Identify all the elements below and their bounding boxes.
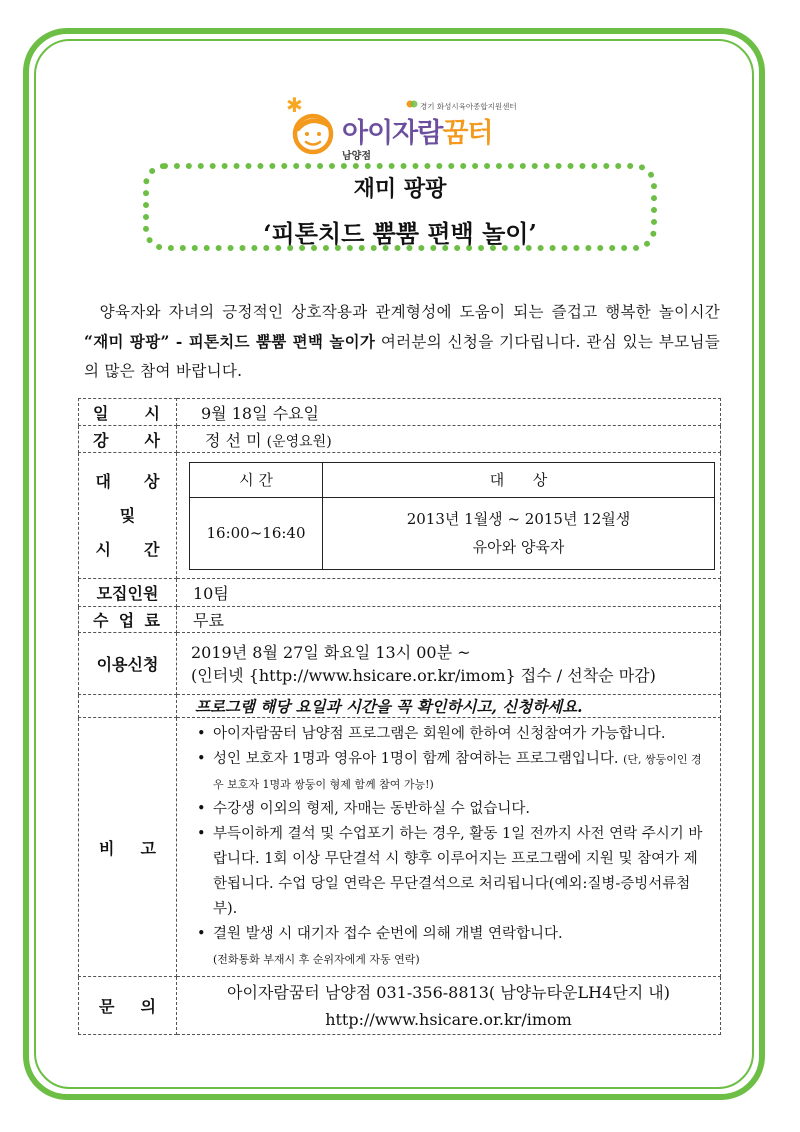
website-link[interactable]: http://www.hsicare.or.kr/imom xyxy=(325,1009,572,1029)
row-notes xyxy=(79,718,721,977)
row-apply xyxy=(79,633,721,695)
schedule-table xyxy=(189,462,715,570)
row-target-time xyxy=(79,453,721,579)
logo xyxy=(282,95,532,165)
value-capacity: 10팀 xyxy=(177,579,721,607)
list-item: • 결원 발생 시 대기자 접수 순번에 의해 개별 연락합니다. (전화통화 부재시 후 순위자에게 자동 연락) xyxy=(201,922,710,972)
row-fee xyxy=(79,607,721,633)
info-table xyxy=(78,398,721,1035)
value-apply: 2019년 8월 27일 화요일 13시 00분 ~ (인터넷 {http://www.hsicare.or.kr/imom} 접수 / 선착순 마감) xyxy=(177,633,721,695)
value-date: 9월 18일 수요일 xyxy=(177,399,721,426)
col-time-header: 시 간 xyxy=(190,462,323,497)
list-item: • 성인 보호자 1명과 영유아 1명이 함께 참여하는 프로그램입니다. (단, 쌍둥이인 경우 보호자 1명과 쌍둥이 형제 함께 참여 가능!) xyxy=(201,747,710,797)
label-fee: 수 업 료 xyxy=(79,607,177,633)
org-name: 경기 화성시육아종합지원센터 xyxy=(420,102,517,111)
brand-name: 아이자람꿈터 xyxy=(342,118,493,149)
col-target-header: 대 상 xyxy=(323,462,715,497)
value-instructor: 정 선 미 (운영요원) xyxy=(177,426,721,453)
notes-list xyxy=(177,718,720,976)
title-line1: 재미 팡팡 xyxy=(353,176,447,202)
star-icon: ✱ xyxy=(286,93,303,117)
target-cell: 2013년 1월생 ~ 2015년 12월생 유아와 양육자 xyxy=(323,497,715,569)
label-apply: 이용신청 xyxy=(79,633,177,695)
intro-paragraph: 양육자와 자녀의 긍정적인 상호작용과 관계형성에 도움이 되는 즐겁고 행복한 놀이시간 “재미 팡팡” - 피톤치드 뿜뿜 편백 놀이가 여러분의 신청을 기다립니다. 관심 있는 부모님들의 많은 참여 바랍니다. xyxy=(84,303,720,380)
label-instructor: 강 사 xyxy=(79,426,177,453)
label-contact: 문 의 xyxy=(79,977,177,1035)
apply-note: 프로그램 해당 요일과 시간을 꼭 확인하시고, 신청하세요. xyxy=(177,695,721,718)
value-fee: 무료 xyxy=(177,607,721,633)
list-item: • 아이자람꿈터 남양점 프로그램은 회원에 한하여 신청참여가 가능합니다. xyxy=(201,722,710,747)
label-date: 일 시 xyxy=(79,399,177,426)
label-target-time: 대 상 및 시 간 xyxy=(79,453,177,579)
row-apply-note xyxy=(79,695,721,718)
time-cell: 16:00~16:40 xyxy=(190,497,323,569)
row-instructor xyxy=(79,426,721,453)
value-target-time xyxy=(177,453,721,579)
child-face-icon xyxy=(290,107,340,157)
row-contact xyxy=(79,977,721,1035)
row-date xyxy=(79,399,721,426)
row-capacity xyxy=(79,579,721,607)
list-item: • 수강생 이외의 형제, 자매는 동반하실 수 없습니다. xyxy=(201,797,710,822)
value-notes xyxy=(177,718,721,977)
title-line2: ‘피톤치드 뿜뿜 편백 놀이’ xyxy=(263,219,537,248)
label-capacity: 모집인원 xyxy=(79,579,177,607)
value-contact: 아이자람꿈터 남양점 031-356-8813( 남양뉴타운LH4단지 내) http://www.hsicare.or.kr/imom xyxy=(177,977,721,1035)
branch-name: 남양점 xyxy=(342,151,371,162)
label-notes: 비 고 xyxy=(79,718,177,977)
org-mark-icon xyxy=(406,99,418,109)
list-item: • 부득이하게 결석 및 수업포기 하는 경우, 활동 1일 전까지 사전 연락 주시기 바랍니다. 1회 이상 무단결석 시 향후 이루어지는 프로그램에 지원 및 참여가 제한됩니다. 수업 당일 연락은 무단결석으로 처리됩니다(예외:질병-증빙서류첨부). xyxy=(201,822,710,922)
